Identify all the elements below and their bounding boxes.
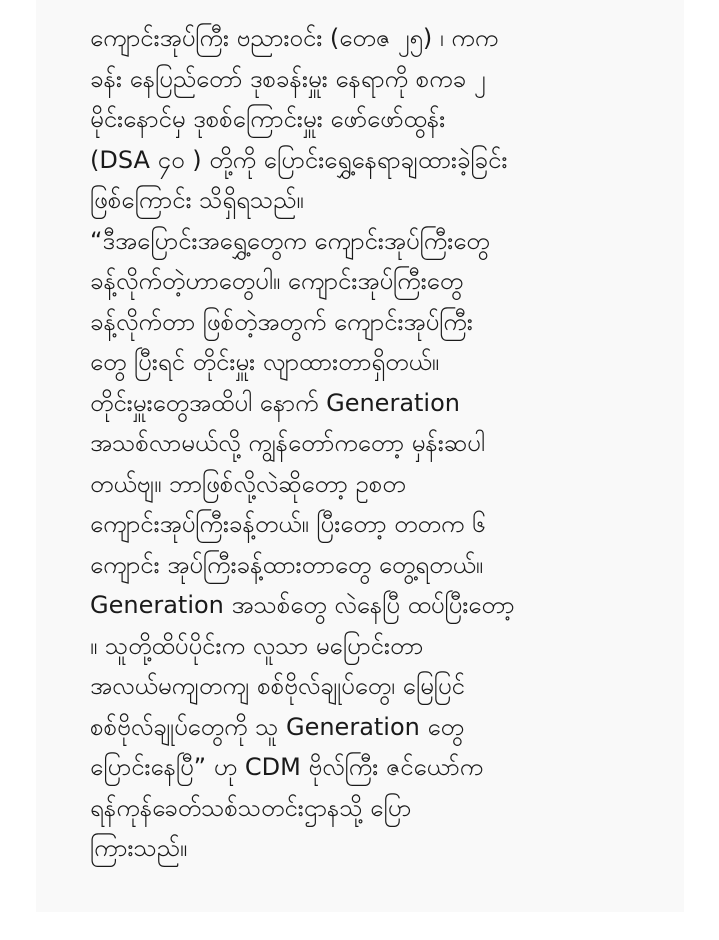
text-line: တွေ ပြီးရင် တိုင်းမှူး လျာထားတာရှိတယ်။ <box>90 348 440 376</box>
text-line: မိုင်းနောင်မှ ဒုစစ်ကြောင်းမှူး ဖော်ဖော်ထွန်း <box>90 105 446 133</box>
text-line: ခန့်လိုက်တဲ့ဟာတွေပါ။ ကျောင်းအုပ်ကြီးတွေ <box>90 267 464 295</box>
text-line: အလယ်မကျတကျ စစ်ဗိုလ်ချုပ်တွေ၊ မြေပြင် <box>90 672 465 700</box>
text-line: Generation အသစ်တွေ လဲနေပြီ ထပ်ပြီးတော့ <box>90 591 515 619</box>
text-line: တယ်ဗျ။ ဘာဖြစ်လို့လဲဆိုတော့ ဥစတ <box>90 469 406 498</box>
text-line: ကျောင်းအုပ်ကြီးခန့်တယ်။ ပြီးတော့ တတက ၆ <box>90 510 486 538</box>
text-line: ကျောင်းအုပ်ကြီး ဗညားဝင်း (တေဇ ၂၅) ၊ ကက <box>90 24 499 52</box>
text-line: ပြောင်းနေပြီ” ဟု CDM ဗိုလ်ကြီး ဇင်ယော်က <box>90 753 484 781</box>
article-body <box>90 18 670 869</box>
text-line: အသစ်လာမယ်လို့ ကျွန်တော်ကတော့ မှန်းဆပါ <box>90 429 485 457</box>
text-line: စစ်ဗိုလ်ချုပ်တွေကို သူ Generation တွေ <box>90 712 464 741</box>
text-line: ဖြစ်ကြောင်း သိရှိရသည်။ <box>90 186 304 214</box>
text-line: ရန်ကုန်ခေတ်သစ်သတင်းဌာနသို့ ပြော <box>90 793 412 822</box>
text-line: ကြားသည်။ <box>90 834 188 862</box>
text-line: ။ သူတို့ထိပ်ပိုင်းက လူသာ မပြောင်းတာ <box>90 631 424 660</box>
document-viewport[interactable] <box>36 0 684 912</box>
text-line: ခန်း နေပြည်တော် ဒုစခန်းမှူး နေရာကို စကခ ၂ <box>90 64 486 93</box>
text-line: ကျောင်း အုပ်ကြီးခန့်ထားတာတွေ တွေ့ရတယ်။ <box>90 550 483 579</box>
text-line: တိုင်းမှူးတွေအထိပါ နောက် Generation <box>90 388 460 417</box>
text-line: (DSA ၄၀ ) တို့ကို ပြောင်းရွှေ့နေရာချထားခဲ့ခြင်း <box>90 145 508 174</box>
text-line: “ဒီအပြောင်းအရွှေ့တွေက ကျောင်းအုပ်ကြီးတွေ <box>90 226 490 255</box>
text-line: ခန့်လိုက်တာ ဖြစ်တဲ့အတွက် ကျောင်းအုပ်ကြီး <box>90 307 473 336</box>
